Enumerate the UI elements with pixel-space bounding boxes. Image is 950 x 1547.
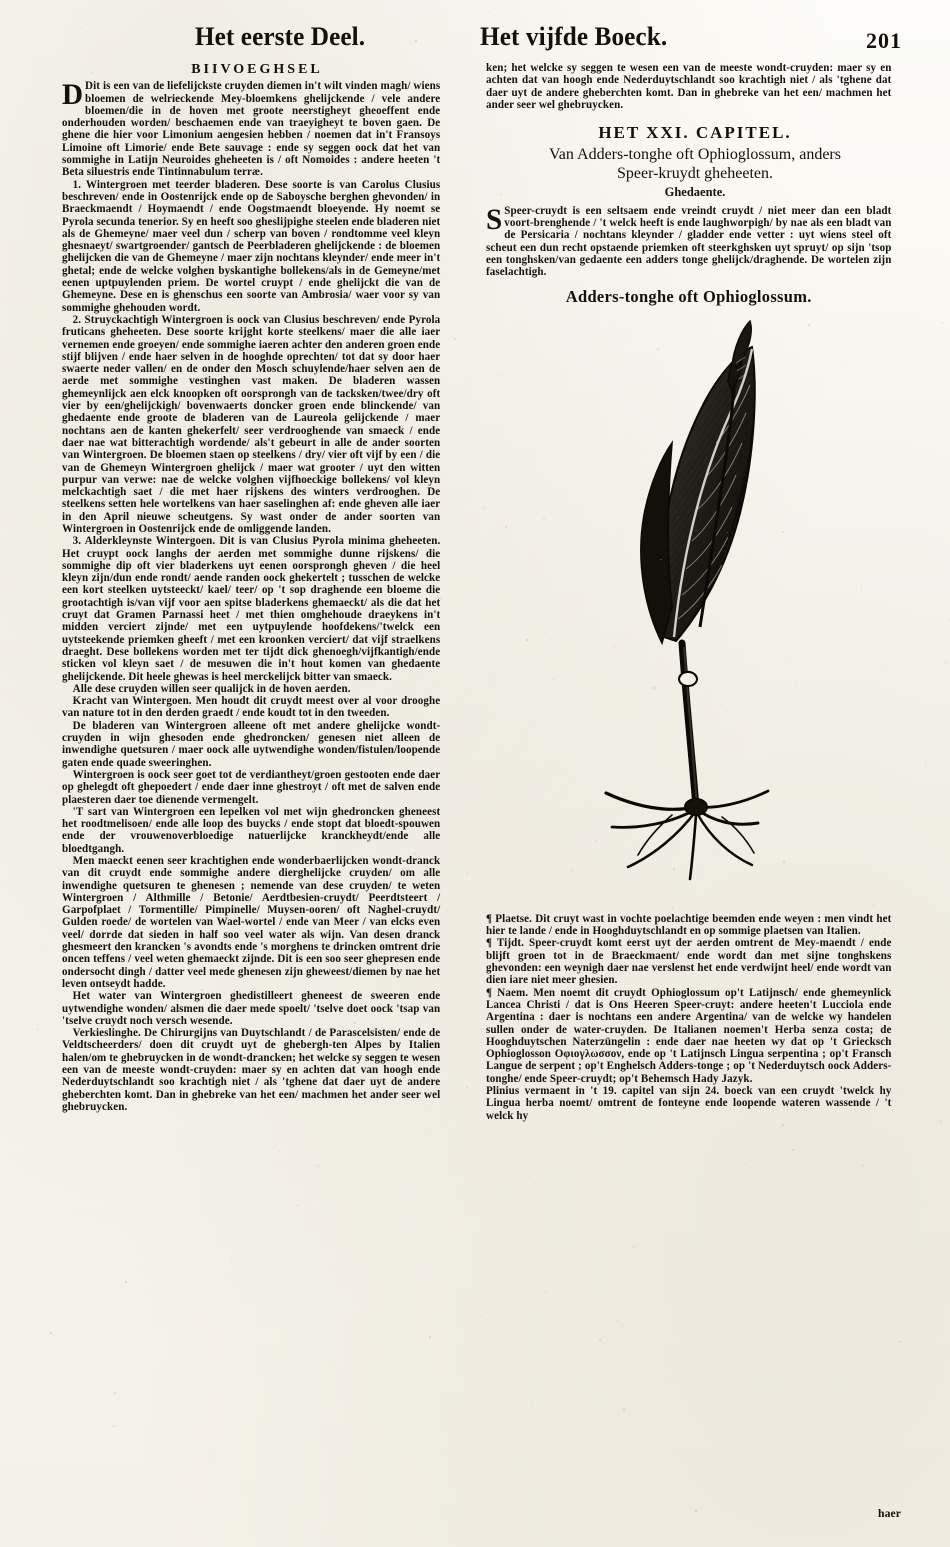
paper-speck xyxy=(222,521,224,523)
paper-speck xyxy=(632,1247,633,1248)
paper-speck xyxy=(481,1315,483,1317)
paper-speck xyxy=(740,818,741,819)
paper-speck xyxy=(873,905,874,906)
paper-speck xyxy=(125,1281,127,1283)
paper-speck xyxy=(593,1402,594,1403)
paper-speck xyxy=(415,40,416,41)
paper-speck xyxy=(174,152,175,153)
paper-speck xyxy=(925,764,926,765)
paper-speck xyxy=(31,1338,32,1339)
paper-speck xyxy=(263,183,265,185)
paper-speck xyxy=(454,338,456,340)
paragraph: Wintergroen is oock seer goet tot de verdiantheyt/groen gestooten ende daer op ghelegdt oft ghepoedert / ende daer inne ghestroyt / oft met de salven ende plaesteren daer toe dienende vermengelt. xyxy=(62,768,441,806)
paragraph: Het water van Wintergroen ghedistilleert gheneest de sweeren ende uytwendighe wonden/ alsmen die daer mede spoelt/ 'tselve doet oock 'tsap van 'tselve cruydt noch versch wesende. xyxy=(62,990,441,1027)
paper-speck xyxy=(553,19,554,20)
pilcrow-icon: ¶ xyxy=(486,912,493,925)
catchword: haer xyxy=(878,1506,902,1520)
paragraph: D Dit is een van de liefelijckste cruyden diemen in't wilt vinden magh/ wiens bloemen de welrieckende Mey-bloemkens ghelijckende / vele andere bloemen/die in de hoven met groote neerstigheyt gheoeffent ende onderhouden worden/ beschaemen ende van traeyigheyt te boven gaen. De ghene die hier voor Limonium aengesien hebben / noemen dat in't Fransoys Limoine oft Limorie/ ende Bete sauvage : ende sy seggen oock dat het van sommighe in Latijn Neuroides gheheeten is / oft Nomoides : andere heeten 't Beta siluestris ende Tintinnabulum terræ. xyxy=(62,78,441,179)
paper-speck xyxy=(534,1183,535,1184)
paper-speck xyxy=(945,662,947,664)
paper-speck xyxy=(67,1145,68,1146)
paper-speck xyxy=(645,1003,646,1004)
right-column xyxy=(486,62,904,1122)
ghedaente-paragraph: S Speer-cruydt is een seltsaem ende vreindt cruydt / niet meer dan een bladt voort-brenghende / 't welck heeft is ende laughworpigh/ by nae als een bladt van de Persicaria / nochtans kleynder / gladder ende vetter : uyt wiens steel oft scheut een dun recht opstaende priemken oft steerkghsken uyt spruyt/ op sijn 'tsop een tonghsken/van gedaente een adders tonge ghelijck/draghende. De wortelen zijn faselachtigh. xyxy=(486,202,892,279)
paper-speck xyxy=(614,582,615,583)
paper-speck xyxy=(113,1426,115,1428)
paragraph: Men maeckt eenen seer krachtighen ende wonderbaerlijcken wondt-dranck van dit cruydt ende sommighe andere dierghelijcke cruyden/ om alle inwendighe quetsuren te ghenesen ; nemende van dese cruyden/ te weten Wintergroen / Althmille / Betonie/ Aerdtbesien-cruydt/ Peerdtsteert / Garpofplaet / Tormentille/ Pimpinelle/ Muysen-ooren/ oft Naghel-cruydt/ Gulden roede/ de wortelen van Wael-wortel / ende van Meer / van elcks even veel/ dorrde dat sieden in half soo veel water als wijn. Van desen dranck ghesmeert den krancken 's avondts ende 's morghens te drincken omtrent drie oncen teffens / veel weten ghemaeckt zijnde. Dit is een soo seer ghepresen ende ondersocht dingh / datter veel mede ghenesen zijn gheweest/diemen by nae het leven ontseydt hadde. xyxy=(62,855,441,990)
paper-speck xyxy=(401,344,402,345)
paper-speck xyxy=(71,181,72,182)
paper-speck xyxy=(527,862,528,863)
paper-speck xyxy=(362,913,364,915)
paper-speck xyxy=(623,1409,625,1411)
paper-speck xyxy=(580,221,582,223)
paper-speck xyxy=(582,1523,583,1524)
paper-speck xyxy=(650,247,651,248)
paper-speck xyxy=(545,1291,547,1293)
paper-speck xyxy=(50,1332,52,1334)
paper-speck xyxy=(447,1425,449,1427)
paper-speck xyxy=(214,393,215,394)
paper-speck xyxy=(464,1077,465,1078)
paper-speck xyxy=(209,1455,211,1457)
paper-speck xyxy=(739,1262,740,1263)
paper-speck xyxy=(36,684,37,685)
paper-speck xyxy=(257,171,258,172)
paper-speck xyxy=(653,687,655,689)
paragraph: De bladeren van Wintergroen alleene oft met andere ghelijcke wondt-cruyden in wijn ghesoden ende ghedroncken/ genesen niet alleen de inwendighe quetsuren / maer oock alle uytwendighe wonden/fistulen/loopende gaten ende quade sweeringhen. xyxy=(62,719,441,769)
paper-speck xyxy=(625,732,626,733)
paper-speck xyxy=(157,706,158,707)
paper-speck xyxy=(343,869,344,870)
paper-speck xyxy=(835,1229,836,1230)
paper-speck xyxy=(439,597,441,599)
paper-speck xyxy=(258,1000,259,1001)
paper-speck xyxy=(673,868,675,870)
paper-speck xyxy=(845,1058,846,1059)
paper-speck xyxy=(862,1165,863,1166)
paper-speck xyxy=(433,527,434,528)
paper-speck xyxy=(571,869,573,871)
paper-speck xyxy=(466,1086,468,1088)
paper-speck xyxy=(683,1083,684,1084)
paper-speck xyxy=(358,642,359,643)
paper-speck xyxy=(551,639,552,640)
adders-tongue-woodcut xyxy=(486,307,904,907)
paper-speck xyxy=(567,771,568,772)
paper-speck xyxy=(469,605,471,607)
paper-speck xyxy=(375,375,376,376)
paper-speck xyxy=(319,257,320,258)
paper-speck xyxy=(726,1272,727,1273)
paper-speck xyxy=(660,642,661,643)
paper-speck xyxy=(745,1163,746,1164)
paper-speck xyxy=(206,1036,207,1037)
paper-speck xyxy=(231,1261,232,1262)
paper-speck xyxy=(590,827,592,829)
paper-speck xyxy=(783,861,785,863)
chapter-title-line-1: Van Adders-tonghe oft Ophioglossum, anders xyxy=(549,146,841,164)
paper-speck xyxy=(705,371,706,372)
paper-speck xyxy=(43,949,44,950)
paper-speck xyxy=(375,785,376,786)
paper-speck xyxy=(195,204,197,206)
paper-speck xyxy=(672,907,673,908)
paper-speck xyxy=(532,899,534,901)
paper-speck xyxy=(116,1432,117,1433)
note-label: Plaetse. xyxy=(495,912,532,925)
paper-speck xyxy=(480,1029,481,1030)
paper-speck xyxy=(755,1285,756,1286)
paper-speck xyxy=(21,710,22,711)
paper-speck xyxy=(727,710,728,711)
paper-speck xyxy=(543,517,545,519)
paper-speck xyxy=(454,946,455,947)
paper-speck xyxy=(533,1440,535,1442)
paper-speck xyxy=(265,686,266,687)
folio-number: 201 xyxy=(866,28,902,53)
section-heading: BIIVOEGHSEL xyxy=(191,62,323,77)
paper-speck xyxy=(317,1165,319,1167)
paper-speck xyxy=(255,347,256,348)
paper-speck xyxy=(879,298,880,299)
paper-speck xyxy=(465,1383,466,1384)
paper-speck xyxy=(719,851,720,852)
paper-speck xyxy=(160,779,161,780)
paper-speck xyxy=(643,295,644,296)
drop-cap: D xyxy=(62,78,84,112)
paper-speck xyxy=(231,1257,232,1258)
paper-speck xyxy=(616,1320,617,1321)
paper-speck xyxy=(667,966,668,967)
paper-speck xyxy=(129,423,130,424)
paper-speck xyxy=(37,694,38,695)
paper-speck xyxy=(279,1151,280,1152)
paper-speck xyxy=(940,1121,942,1123)
paragraph: 2. Struyckachtigh Wintergroen is oock van Clusius beschreven/ ende Pyrola fruticans gheheeten. Dese soorte krijght korte steelkens/ maer die alle iaer vernemen ende groeyen/ ende sommighe iaeren achter den anderen groen ende stijf blijven / ende haer selven in de hooghde oprechten/ tot dat sy door haer swaerte neder vallen/ en de onder den Mosch schuylende/haer selven aen de aerde met sommighe vestinghen vast maken. De bladeren wassen ghemeynlijck aen elck knoopken oft oorsprongh van de tacksken/twee/dry oft vier by een/ghelijckigh/ bovenwaerts doncker groen ende blinckende/ van ghedaente ende groote de bladeren van de Laureola gelijckende / maer nochtans aen de kanten ghekerfelt/ seer verdrooghende van smaeck / ende daer nae wat bitterachtigh wordende/ als't gebeurt in alle de ander soorten van Wintergroen. De bloemen staen op steelkens / dry/ vier oft vijf by een / die van de Ghemeyn Wintergroen ghelijck / maer wat grooter / uyt den witten purpur van verwe: nae de welcke volghen vijfhoeckige bollekens/ vol kleyn melckachtigh saet / die met haer rijskens des winters verdrooghen. De steelkens setten hele wortelkens van haer saselinghen af: ende gheven alle iaer in den April nieuwe scheutgens. Sy wast onder de ander soorten van Wintergroen in Oostenrijck ende de omliggende landen. xyxy=(62,313,441,535)
paper-speck xyxy=(180,875,181,876)
paper-speck xyxy=(660,559,661,560)
paragraph: 'T sart van Wintergroen een lepelken vol met wijn ghedroncken gheneest het roodtmelisoen/ ende alle loop des buycks / ende stopt dat bloedt-spouwen ende der vrouwenoverbloedige natuerlijcke kranckheydt/ende alle bloedtgangh. xyxy=(62,805,441,855)
note-text: Plinius vermaent in 't 19. capitel van sijn 24. boeck van een cruydt 'twelck hy Lingua herba noemt/ omtrent de fonteyne ende loopende wateren wassende / 't welck hy xyxy=(486,1085,892,1122)
paper-speck xyxy=(924,1203,926,1205)
paper-speck xyxy=(899,1341,901,1343)
paper-speck xyxy=(792,1149,794,1151)
ghedaente-label: Ghedaente. xyxy=(664,185,726,200)
paper-speck xyxy=(366,767,367,768)
paper-speck xyxy=(474,421,475,422)
paragraph: 1. Wintergroen met teerder bladeren. Dese soorte is van Carolus Clusius beschreven/ ende in Oostenrijck ende op de Saboysche berghen ghevonden/ in Braeckmaendt / Hoymaendt / ende Oogstmaendt bloeyende. Hy noemt se Pyrola secunda tenerior. Sy en heeft soo gheslijpighe steelen ende bladeren niet als de Ghemeyne/ maer veel dun / scherp van boven / rondtomme veel kleyn ghesnaeyt/ swartgroender/ gantsch de Peerbladeren ghelijckende : de bloemen ghelijcken die van de Ghemeyne / maer zijn nochtans kleynder/ ende meer in't ghetal; ende de welcke volghen byskantighe bollekens/als in de Gemeyne/met eenen uptpuylenden priem. De wortel cruypt / ende ghelijckt die van de Ghemeyne. Dese en is ghenschus een soorte van Ambrosia/ waer voor sy van sommighe ghehouden wordt. xyxy=(62,178,441,314)
paper-speck xyxy=(702,253,704,255)
paper-speck xyxy=(489,12,490,13)
paper-speck xyxy=(322,1208,323,1209)
paper-speck xyxy=(142,1254,143,1255)
note-plinius xyxy=(486,1085,891,1122)
paper-speck xyxy=(526,639,528,641)
paper-speck xyxy=(796,1201,797,1202)
plant-illustration xyxy=(486,307,904,907)
paper-speck xyxy=(36,762,37,763)
paper-speck xyxy=(657,348,659,350)
paper-speck xyxy=(177,654,178,655)
paper-speck xyxy=(297,1205,298,1206)
paper-speck xyxy=(790,660,791,661)
paper-speck xyxy=(811,887,812,888)
paper-speck xyxy=(459,1299,460,1300)
header-left-title: Het eerste Deel. xyxy=(194,22,366,51)
note-tijdt xyxy=(486,937,891,986)
paper-speck xyxy=(324,889,325,890)
paper-speck xyxy=(130,180,131,181)
paper-speck xyxy=(257,258,258,259)
paper-speck xyxy=(707,55,708,56)
paper-speck xyxy=(855,1170,856,1171)
paper-speck xyxy=(834,1127,835,1128)
paper-speck xyxy=(833,1341,834,1342)
note-naem xyxy=(486,987,891,1085)
paper-speck xyxy=(887,1316,888,1317)
paper-speck xyxy=(695,898,696,899)
paper-speck xyxy=(874,1097,875,1098)
paper-speck xyxy=(230,1124,231,1125)
paper-speck xyxy=(104,172,105,173)
note-label: Tijdt. xyxy=(496,937,525,950)
paper-speck xyxy=(458,92,460,94)
paper-speck xyxy=(320,1442,321,1443)
pilcrow-icon: ¶ xyxy=(486,937,493,950)
paper-speck xyxy=(727,532,728,533)
paper-speck xyxy=(270,127,272,129)
paper-speck xyxy=(98,633,99,634)
paper-speck xyxy=(42,680,43,681)
paper-speck xyxy=(555,1446,556,1447)
paragraph: Kracht van Wintergoen. Men houdt dit cruydt meest over al voor drooghe van nature tot in den derden graedt / ende koudt tot in den tweeden. xyxy=(62,695,441,720)
note-text: Men noemt dit cruydt Ophioglossum op't Latijnsch/ ende ghemeynlick Lancea Christi / dat is Ons Heeren Speer-cruyt: andere heeten't Lucciola ende Argentina : daer is nochtans een andere Argentina/ van de welcke wy handelen sullen onder de water-cruyden. De Italianen noemen't Herba senza costa; de Hooghduytschen Naterzüngelin : ende daer nae heeten wy dat op 't Griecksch Ophioglosson Οφιογλωσσον, ende op 't Latijnsch Lingua serpentina ; op't Fransch Langue de serpent ; op't Enghelsch Adders-tonge ; op 't Nederduytsch oock Adders-tonghe/ ende Speer-cruydt; op't Behemsch Hady Jazyk. xyxy=(486,986,892,1085)
paper-speck xyxy=(37,1028,38,1029)
paper-speck xyxy=(750,1283,751,1284)
paper-speck xyxy=(369,1382,370,1383)
paper-speck xyxy=(942,322,943,323)
drop-cap: S xyxy=(486,202,503,236)
paper-speck xyxy=(532,1401,533,1402)
note-text: Speer-cruydt komt eerst uyt der aerden omtrent de Mey-maendt / ende blijft groen tot in de Braeckmaent/ ende wordt dan met sijne tonghskens ghevonden: een weynigh daer nae verslenst het ende verdwijnt heel/ ende wordt van dien iare niet meer ghesien. xyxy=(486,937,892,987)
paper-speck xyxy=(466,873,468,875)
chapter-title-line-2: Speer-kruydt gheheeten. xyxy=(616,165,774,183)
paper-speck xyxy=(489,29,490,30)
note-text: Dit cruyt wast in vochte poelachtige beemden ende weyen : men vindt het hier te lande / ende in Hooghduytschlandt en op sommige plaetsen van Italien. xyxy=(486,912,892,938)
paper-speck xyxy=(782,1124,784,1126)
paper-speck xyxy=(305,140,307,142)
paper-speck xyxy=(33,542,34,543)
column-continuation: ken; het welcke sy seggen te wesen een van de meeste wondt-cruyden: maer sy en achten dat van hoogh ende Nederduytschlandt soo krachtigh niet / als 'tghene dat daer uyt de andere gheberchten komt. Dan in ghebreke van het een/ machmen het ander seer wel ghebruycken. xyxy=(486,62,892,111)
paper-speck xyxy=(725,757,726,758)
paper-speck xyxy=(34,1251,36,1253)
paper-speck xyxy=(310,778,311,779)
paper-speck xyxy=(47,1043,48,1044)
paper-speck xyxy=(489,679,491,681)
paper-speck xyxy=(757,1527,758,1528)
paper-speck xyxy=(293,943,294,944)
header-right-title: Het vijfde Boeck. xyxy=(480,22,668,51)
paper-speck xyxy=(666,675,667,676)
paper-speck xyxy=(885,665,886,666)
paper-speck xyxy=(868,1376,869,1377)
paper-speck xyxy=(839,1255,841,1257)
paragraph: 3. Alderkleynste Wintergoen. Dit is van Clusius Pyrola minima gheheeten. Het cruypt oock langhs der aerden met sommighe dunne rijskens/ die sommighe dip oft vier bladerkens uyt eenen oorsprongh gheven / die heel kleyn zijn/dun ende rondt/ aende randen oock ghekertelt ; tusschen de welcke een kort steelken uytsteeckt/ kael/ teer/ op 't sop draghende een bloeme die grootachtigh is/van vijf voor aen spitse bladerkens ghemaeckt/ als die dat het cruyt dat Gramen Parnassi heet / met thien omghehoude draeykens in't midden verciert zijnde/ met een uytpuylende hoofdekens/'twelck een uytsteekende priemken gheeft / met een kroonken verciert/ dat vijf straelkens draeght. Dese bollekens worden met ter tijdt dick ghenoegh/vijfkantigh/ende sticken vol kleyn saet / de mesuwen die in't hout komen van ghedaente ghelijckende. Dit heele ghewas is heel merckelijck bitter van smaeck. xyxy=(62,535,441,683)
paper-speck xyxy=(78,641,79,642)
paper-speck xyxy=(490,242,491,243)
paper-speck xyxy=(354,1022,356,1024)
chapter-label: HET XXI. CAPITEL. xyxy=(598,123,792,143)
note-plaetse xyxy=(486,913,891,938)
paper-speck xyxy=(627,1538,628,1539)
paper-speck xyxy=(599,1339,601,1341)
paper-speck xyxy=(947,801,948,802)
paper-speck xyxy=(28,332,29,333)
paper-speck xyxy=(223,1123,224,1124)
note-label: Naem. xyxy=(497,986,529,999)
paper-speck xyxy=(685,363,686,364)
paper-speck xyxy=(782,531,784,533)
paragraph: Alle dese cruyden willen seer qualijck in de hoven aerden. xyxy=(72,682,351,695)
paper-speck xyxy=(335,1363,336,1364)
paper-speck xyxy=(179,523,180,524)
paragraph: Verkieslinghe. De Chirurgijns van Duytschlandt / de Parascelsisten/ ende de Veldtscheerders/ doen dit cruydt uyt de ghebergh-ten Alpes by Italien halen/om te ghebruycken in de wondt-drancken; het welcke sy seggen te wesen een van de meeste wondt-cruyden: maer sy en achten dat van hoogh ende Nederduytschlandt soo krachtigh niet / als 'tghene dat daer uyt de andere gheberchten komt. Dan in ghebreke van het een/ machmen het ander seer wel ghebruycken. xyxy=(62,1027,441,1113)
paper-speck xyxy=(779,9,780,10)
paper-speck xyxy=(482,508,484,510)
paper-speck xyxy=(756,1061,758,1063)
paper-speck xyxy=(429,1336,431,1338)
paper-speck xyxy=(614,646,616,648)
paper-speck xyxy=(257,116,259,118)
pilcrow-icon: ¶ xyxy=(486,986,493,999)
chapter-title xyxy=(486,145,904,183)
paper-speck xyxy=(83,744,84,745)
paper-speck xyxy=(114,1392,116,1394)
paper-speck xyxy=(553,679,554,680)
paper-speck xyxy=(815,1231,816,1232)
paper-speck xyxy=(459,1032,460,1033)
plant-caption: Adders-tonghe oft Ophioglossum. xyxy=(565,286,812,306)
paper-speck xyxy=(665,1378,666,1379)
paper-speck xyxy=(695,1510,697,1512)
paper-speck xyxy=(841,366,842,367)
page-header xyxy=(0,22,950,66)
left-column xyxy=(62,62,452,1113)
